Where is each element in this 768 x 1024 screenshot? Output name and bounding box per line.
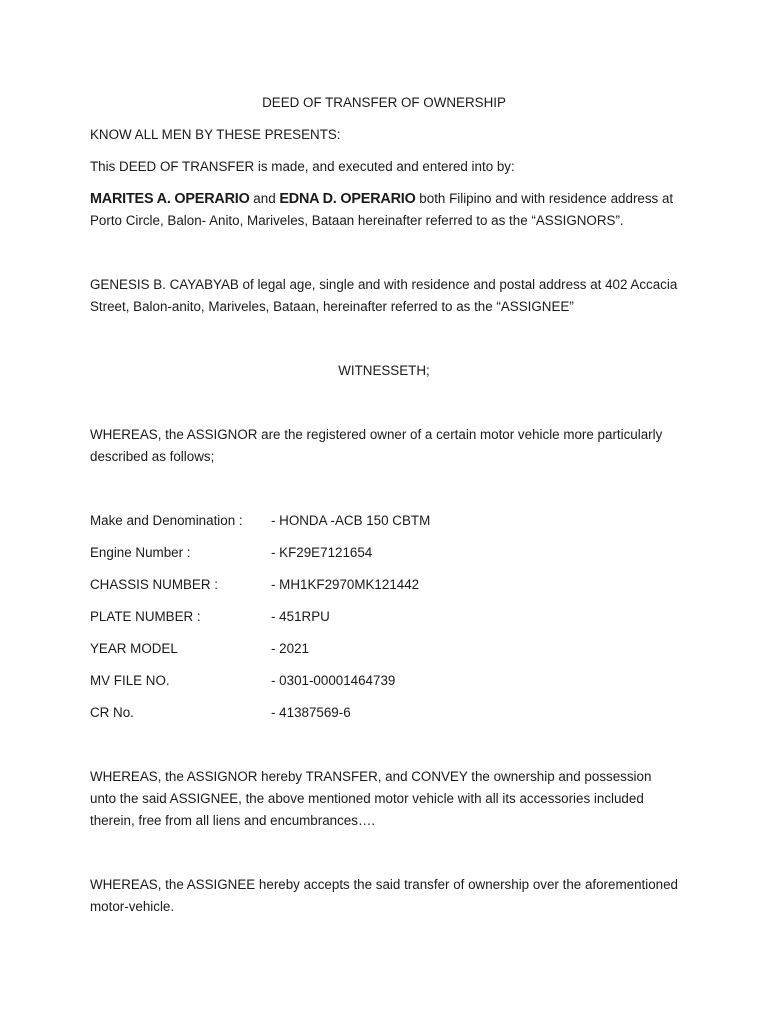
assignors-paragraph <box>90 188 680 232</box>
vehicle-value: - 41387569-6 <box>271 705 351 720</box>
vehicle-label: CR No. <box>90 705 134 720</box>
vehicle-label: CHASSIS NUMBER : <box>90 577 218 592</box>
assignee-paragraph: GENESIS B. CAYABYAB of legal age, single and with residence and postal address at 402 Accacia Street, Balon-anito, Mariveles, Bataan, hereinafter referred to as the “ASSIGNEE” <box>90 277 678 314</box>
vehicle-value: - HONDA -ACB 150 CBTM <box>271 513 431 528</box>
vehicle-value: - MH1KF2970MK121442 <box>271 577 420 592</box>
whereas-paragraph-2: WHEREAS, the ASSIGNOR hereby TRANSFER, and CONVEY the ownership and possession unto the said ASSIGNEE, the above mentioned motor vehicle with all its accessories included therein, free from all liens and encumbrances…. <box>90 769 652 828</box>
vehicle-label: Make and Denomination : <box>90 513 243 528</box>
vehicle-value: - 2021 <box>271 641 309 656</box>
assignors-and: and <box>249 191 280 206</box>
witnesseth-heading: WITNESSETH; <box>338 363 430 378</box>
whereas-paragraph-3: WHEREAS, the ASSIGNEE hereby accepts the said transfer of ownership over the aforementioned motor-vehicle. <box>90 877 678 914</box>
vehicle-label: PLATE NUMBER : <box>90 609 201 624</box>
vehicle-label: MV FILE NO. <box>90 673 170 688</box>
assignor-name-2: EDNA D. OPERARIO <box>279 191 416 207</box>
vehicle-label: YEAR MODEL <box>90 641 178 656</box>
made-by-line: This DEED OF TRANSFER is made, and executed and entered into by: <box>90 159 515 174</box>
intro-line: KNOW ALL MEN BY THESE PRESENTS: <box>90 127 341 142</box>
vehicle-value: - 451RPU <box>271 609 330 624</box>
vehicle-label: Engine Number : <box>90 545 191 560</box>
assignor-name-1: MARITES A. OPERARIO <box>90 191 250 207</box>
vehicle-value: - KF29E7121654 <box>271 545 373 560</box>
vehicle-value: - 0301-00001464739 <box>271 673 396 688</box>
document-title: DEED OF TRANSFER OF OWNERSHIP <box>262 95 506 110</box>
assignors-details: both Filipino and with residence address at Porto Circle, Balon- Anito, Mariveles, Bataan hereinafter referred to as the “ASSIGNORS”. <box>90 191 674 228</box>
whereas-paragraph-1: WHEREAS, the ASSIGNOR are the registered owner of a certain motor vehicle more particularly described as follows; <box>90 427 663 464</box>
